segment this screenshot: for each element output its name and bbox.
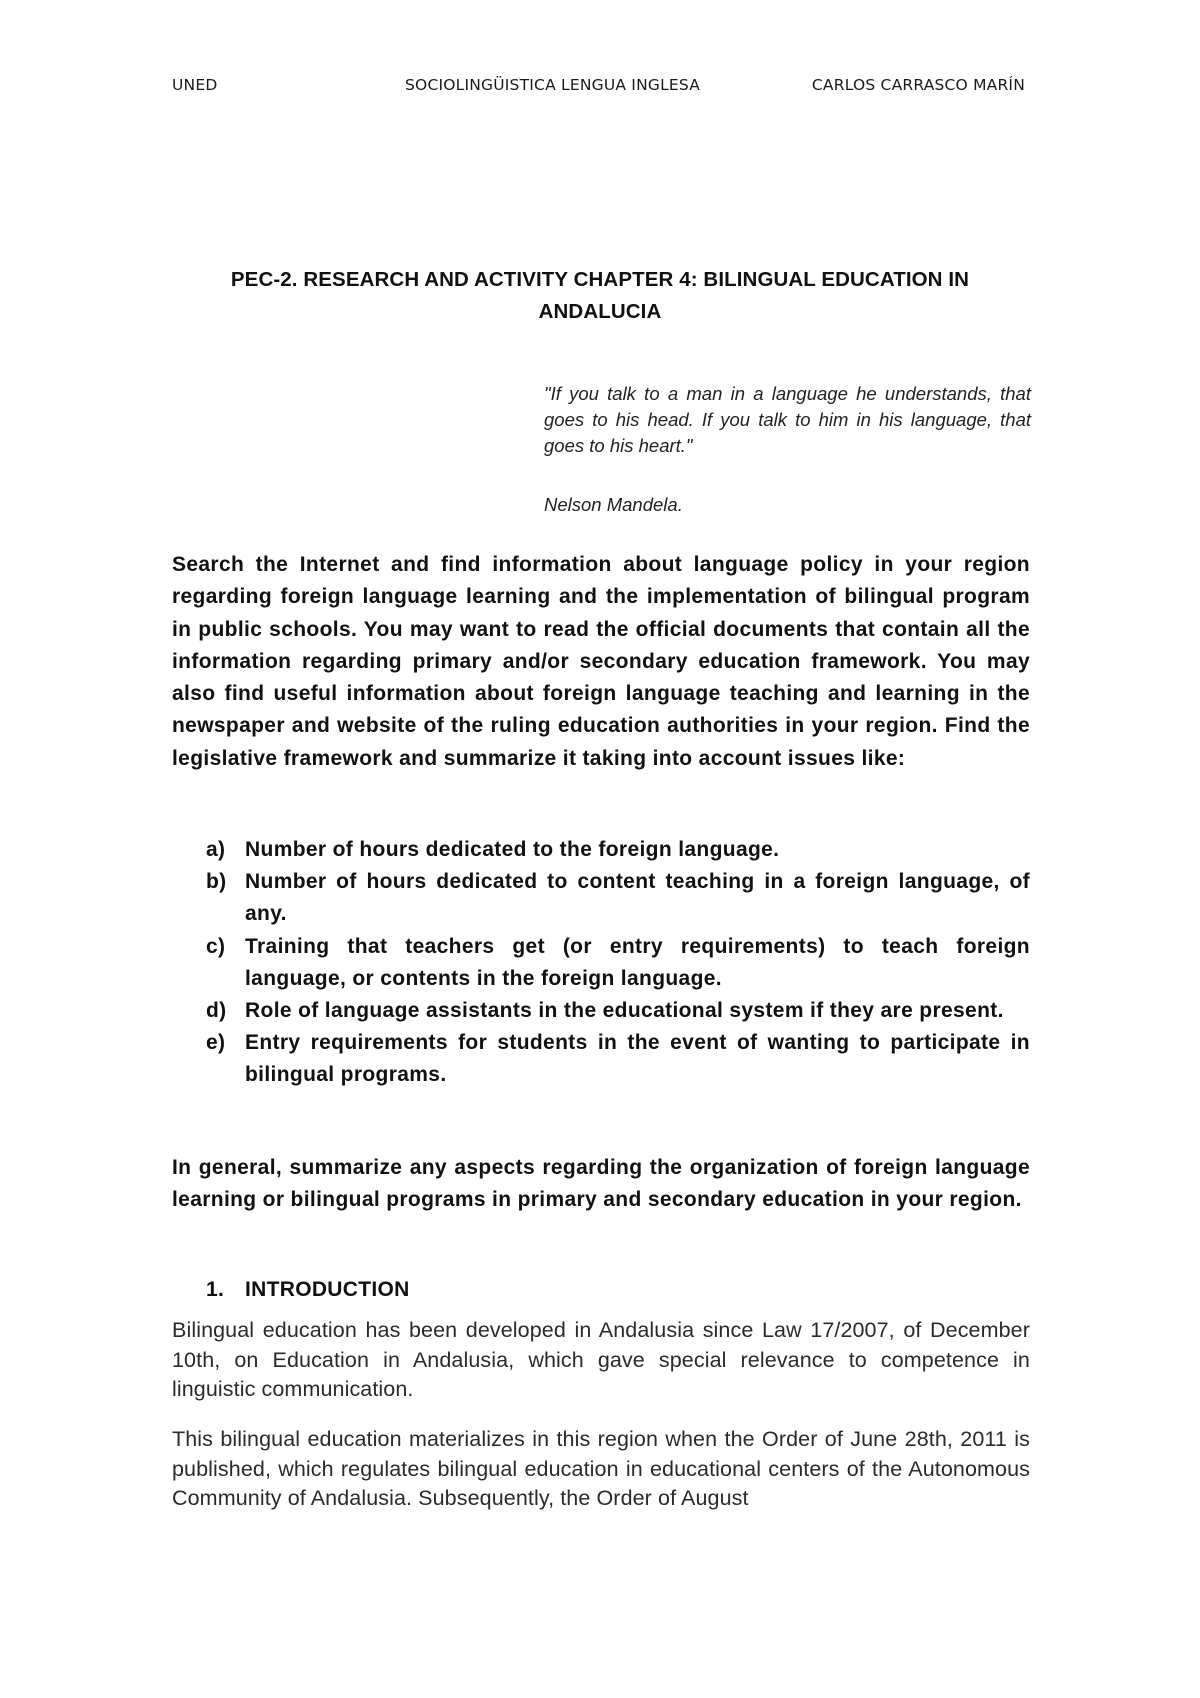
list-item (172, 834, 1030, 866)
epigraph-quote: "If you talk to a man in a language he understands, that goes to his head. If you talk to him in his language, that goes to his heart." (544, 383, 1031, 456)
list-item-marker: d) (206, 999, 227, 1023)
section-title: INTRODUCTION (245, 1278, 410, 1301)
list-item (172, 866, 1030, 930)
list-item-marker: a) (206, 838, 226, 861)
list-item-text: Number of hours dedicated to the foreign language. (245, 838, 780, 861)
list-item-marker: e) (206, 1031, 226, 1055)
list-item (172, 1027, 1030, 1091)
body-paragraph: Bilingual education has been developed in Andalusia since Law 17/2007, of December 10th, on Education in Andalusia, which gave special relevance to competence in linguistic communication. (172, 1318, 1030, 1402)
header-course: SOCIOLINGÜISTICA LENGUA INGLESA (405, 76, 701, 94)
list-item-text: Training that teachers get (or entry requirements) to teach foreign language, or contents in the foreign language. (245, 934, 1030, 990)
list-item-text: Role of language assistants in the educational system if they are present. (245, 999, 1004, 1023)
list-item-text: Number of hours dedicated to content teaching in a foreign language, of any. (245, 870, 1030, 926)
document-title: PEC-2. RESEARCH AND ACTIVITY CHAPTER 4: BILINGUAL EDUCATION IN ANDALUCIA (230, 268, 970, 323)
list-item-text: Entry requirements for students in the event of wanting to participate in bilingual programs. (245, 1031, 1030, 1087)
body-paragraph: This bilingual education materializes in this region when the Order of June 28th, 2011 is published, which regulates bilingual education in educational centers of the Autonomous Community of Andalusia. Subsequently, the Order of August (172, 1427, 1030, 1511)
list-item (172, 995, 1030, 1027)
header-institution: UNED (172, 76, 218, 94)
list-item-marker: c) (206, 934, 226, 958)
task-list (172, 834, 1030, 1092)
section-heading-introduction (206, 1278, 410, 1302)
list-item-marker: b) (206, 870, 227, 894)
page-header (172, 76, 1028, 100)
section-number: 1. (206, 1278, 225, 1301)
task-general: In general, summarize any aspects regarding the organization of foreign language learning or bilingual programs in primary and secondary education in your region. (172, 1156, 1030, 1212)
task-instructions: Search the Internet and find information about language policy in your region regarding foreign language learning and the implementation of bilingual program in public schools. You may want to read the official documents that contain all the information regarding primary and/or secondary education framework. You may also find useful information about foreign language teaching and learning in the newspaper and website of the ruling education authorities in your region. Find the legislative framework and summarize it taking into account issues like: (172, 553, 1030, 770)
header-author: CARLOS CARRASCO MARÍN (811, 76, 1025, 94)
epigraph-author: Nelson Mandela. (544, 494, 683, 515)
list-item (172, 931, 1030, 995)
